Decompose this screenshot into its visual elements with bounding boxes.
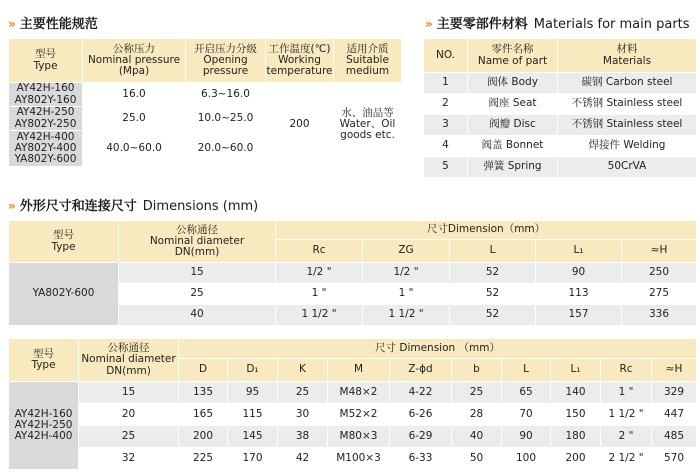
spec-pressure: 40.0~60.0 xyxy=(83,131,186,167)
dim2-cell: 100 xyxy=(502,448,551,470)
dim2-cell: M100×3 xyxy=(328,448,390,470)
material-part: 阀座 Seat xyxy=(468,94,558,115)
spec-header-temperature: 工作温度(℃) Working temperature xyxy=(266,39,334,83)
table-row xyxy=(424,157,697,178)
spec-type: AY42H-160 AY802Y-160 xyxy=(9,83,83,107)
material-part: 阀体 Body xyxy=(468,73,558,94)
dim2-col-l1: L₁ xyxy=(551,359,601,382)
dim1-header-dimension: 尺寸Dimension（mm） xyxy=(276,221,697,240)
spec-header-opening: 开启压力分级 Opening pressure xyxy=(186,39,266,83)
dim2-cell: 28 xyxy=(452,404,502,426)
materials-header-material: 材料 Materials xyxy=(558,39,697,73)
spec-temperature: 200 xyxy=(266,83,334,167)
dim2-cell: 65 xyxy=(502,382,551,404)
material-name: 不锈钢 Stainless steel xyxy=(558,115,697,136)
spec-type: AY42H-250 AY802Y-250 xyxy=(9,107,83,131)
dim2-col-d1: D₁ xyxy=(228,359,278,382)
dim2-col-l: L xyxy=(502,359,551,382)
dim2-cell: 1 1/2 " xyxy=(601,404,652,426)
dim2-cell: 32 xyxy=(79,448,179,470)
dim2-cell: 30 xyxy=(278,404,328,426)
dim2-cell: 95 xyxy=(228,382,278,404)
dim2-col-rc: Rc xyxy=(601,359,652,382)
table-row xyxy=(424,94,697,115)
material-name: 50CrVA xyxy=(558,157,697,178)
dim2-cell: 6-29 xyxy=(390,426,452,448)
materials-title-cn: 主要零部件材料 xyxy=(436,17,528,32)
dim1-model: YA802Y-600 xyxy=(9,263,119,326)
dim1-cell: 15 xyxy=(119,263,276,284)
dim2-cell: 200 xyxy=(551,448,601,470)
materials-header-part: 零件名称 Name of part xyxy=(468,39,558,73)
spec-opening: 6.3~16.0 xyxy=(186,83,266,107)
dim2-cell: 4-22 xyxy=(390,382,452,404)
spec-medium: 水、油品等 Water、Oil goods etc. xyxy=(334,83,402,167)
dim2-header-type: 型号 Type xyxy=(9,339,79,382)
dim2-cell: M80×3 xyxy=(328,426,390,448)
dimensions-title-cn: 外形尺寸和连接尺寸 xyxy=(19,199,137,214)
materials-section-title xyxy=(425,13,690,32)
material-no: 4 xyxy=(424,136,468,157)
material-part: 阀盖 Bonnet xyxy=(468,136,558,157)
dim1-cell: 1/2 " xyxy=(363,263,450,284)
spec-header-type: 型号 Type xyxy=(9,39,83,83)
dim2-cell: 180 xyxy=(551,426,601,448)
dim1-col-zg: ZG xyxy=(363,240,450,263)
dim1-cell: 113 xyxy=(536,284,622,305)
dim2-cell: 90 xyxy=(502,426,551,448)
double-chevron-right-icon: » xyxy=(8,17,16,31)
spec-pressure: 25.0 xyxy=(83,107,186,131)
material-no: 3 xyxy=(424,115,468,136)
spec-section-title xyxy=(8,13,98,32)
dim2-cell: 20 xyxy=(79,404,179,426)
dim2-col-m: M xyxy=(328,359,390,382)
material-no: 2 xyxy=(424,94,468,115)
materials-header-no: NO. xyxy=(424,39,468,73)
dim1-cell: 157 xyxy=(536,305,622,326)
table-row xyxy=(9,426,697,448)
dim2-col-zd: Z-ϕd xyxy=(390,359,452,382)
material-part: 阀瓣 Disc xyxy=(468,115,558,136)
dimensions-title-en: Dimensions (mm) xyxy=(142,199,259,214)
dimensions-section-title xyxy=(8,195,258,214)
dim2-cell: 145 xyxy=(228,426,278,448)
dim2-header-dimension: 尺寸 Dimension （mm） xyxy=(179,339,697,359)
dim1-cell: 1 1/2 " xyxy=(363,305,450,326)
dim2-cell: 150 xyxy=(551,404,601,426)
materials-table xyxy=(423,38,697,178)
dim2-cell: 485 xyxy=(652,426,697,448)
dim1-col-h: ≈H xyxy=(622,240,697,263)
material-no: 5 xyxy=(424,157,468,178)
dim1-header-type: 型号 Type xyxy=(9,221,119,263)
dim2-cell: 329 xyxy=(652,382,697,404)
table-row xyxy=(424,136,697,157)
material-name: 焊接件 Welding xyxy=(558,136,697,157)
spec-header-pressure: 公称压力 Nominal pressure (Mpa) xyxy=(83,39,186,83)
spec-opening: 10.0~25.0 xyxy=(186,107,266,131)
dim2-col-k: K xyxy=(278,359,328,382)
table-row xyxy=(9,448,697,470)
dim2-cell: 225 xyxy=(179,448,228,470)
double-chevron-right-icon: » xyxy=(8,199,16,213)
dim2-cell: 140 xyxy=(551,382,601,404)
dim2-cell: 25 xyxy=(278,382,328,404)
dim1-cell: 275 xyxy=(622,284,697,305)
material-part: 弹簧 Spring xyxy=(468,157,558,178)
dim2-cell: 15 xyxy=(79,382,179,404)
dim2-cell: 115 xyxy=(228,404,278,426)
spec-title-text: 主要性能规范 xyxy=(19,17,98,32)
dim2-cell: 25 xyxy=(79,426,179,448)
table-row xyxy=(9,382,697,404)
dim2-cell: 6-26 xyxy=(390,404,452,426)
table-row xyxy=(9,263,697,284)
dim1-cell: 1 " xyxy=(363,284,450,305)
dim2-cell: 135 xyxy=(179,382,228,404)
dim2-cell: 42 xyxy=(278,448,328,470)
dim1-cell: 52 xyxy=(450,284,536,305)
dim2-cell: 25 xyxy=(452,382,502,404)
dim2-cell: 170 xyxy=(228,448,278,470)
dim2-cell: 70 xyxy=(502,404,551,426)
table-row xyxy=(9,404,697,426)
dim2-cell: 570 xyxy=(652,448,697,470)
dim2-cell: 40 xyxy=(452,426,502,448)
dim2-cell: 38 xyxy=(278,426,328,448)
dim2-col-d: D xyxy=(179,359,228,382)
dim1-cell: 90 xyxy=(536,263,622,284)
materials-title-en: Materials for main parts xyxy=(533,17,690,32)
dim2-cell: 50 xyxy=(452,448,502,470)
dimensions-table-ay42h xyxy=(8,338,697,470)
dim1-col-l: L xyxy=(450,240,536,263)
dim2-col-h: ≈H xyxy=(652,359,697,382)
table-row xyxy=(9,83,402,107)
dim2-cell: M48×2 xyxy=(328,382,390,404)
dim1-cell: 1 1/2 " xyxy=(276,305,363,326)
dim1-cell: 1 " xyxy=(276,284,363,305)
dim2-cell: 1 " xyxy=(601,382,652,404)
dim2-cell: 2 1/2 " xyxy=(601,448,652,470)
dim2-header-dn: 公称通径 Nominal diameter DN(mm) xyxy=(79,339,179,382)
dim1-col-rc: Rc xyxy=(276,240,363,263)
dim1-cell: 40 xyxy=(119,305,276,326)
table-row xyxy=(424,115,697,136)
spec-header-medium: 适用介质 Suitable medium xyxy=(334,39,402,83)
dim2-cell: 2 " xyxy=(601,426,652,448)
dim2-cell: 165 xyxy=(179,404,228,426)
dim1-col-l1: L₁ xyxy=(536,240,622,263)
spec-pressure: 16.0 xyxy=(83,83,186,107)
dim1-cell: 25 xyxy=(119,284,276,305)
dim1-cell: 52 xyxy=(450,263,536,284)
spec-opening: 20.0~60.0 xyxy=(186,131,266,167)
dim2-col-b: b xyxy=(452,359,502,382)
dim1-header-dn: 公称通径 Nominal diameter DN(mm) xyxy=(119,221,276,263)
material-name: 不锈钢 Stainless steel xyxy=(558,94,697,115)
table-row xyxy=(424,73,697,94)
dim2-cell: 200 xyxy=(179,426,228,448)
dim1-cell: 1/2 " xyxy=(276,263,363,284)
spec-table xyxy=(8,38,402,167)
material-no: 1 xyxy=(424,73,468,94)
dim1-cell: 250 xyxy=(622,263,697,284)
dim2-cell: M52×2 xyxy=(328,404,390,426)
dim1-cell: 52 xyxy=(450,305,536,326)
material-name: 碳钢 Carbon steel xyxy=(558,73,697,94)
double-chevron-right-icon: » xyxy=(425,17,433,31)
spec-type: AY42H-400 AY802Y-400 YA802Y-600 xyxy=(9,131,83,167)
dimensions-table-ya802y xyxy=(8,220,697,326)
dim2-cell: 6-33 xyxy=(390,448,452,470)
dim2-model: AY42H-160 AY42H-250 AY42H-400 xyxy=(9,382,79,470)
dim2-cell: 447 xyxy=(652,404,697,426)
dim1-cell: 336 xyxy=(622,305,697,326)
